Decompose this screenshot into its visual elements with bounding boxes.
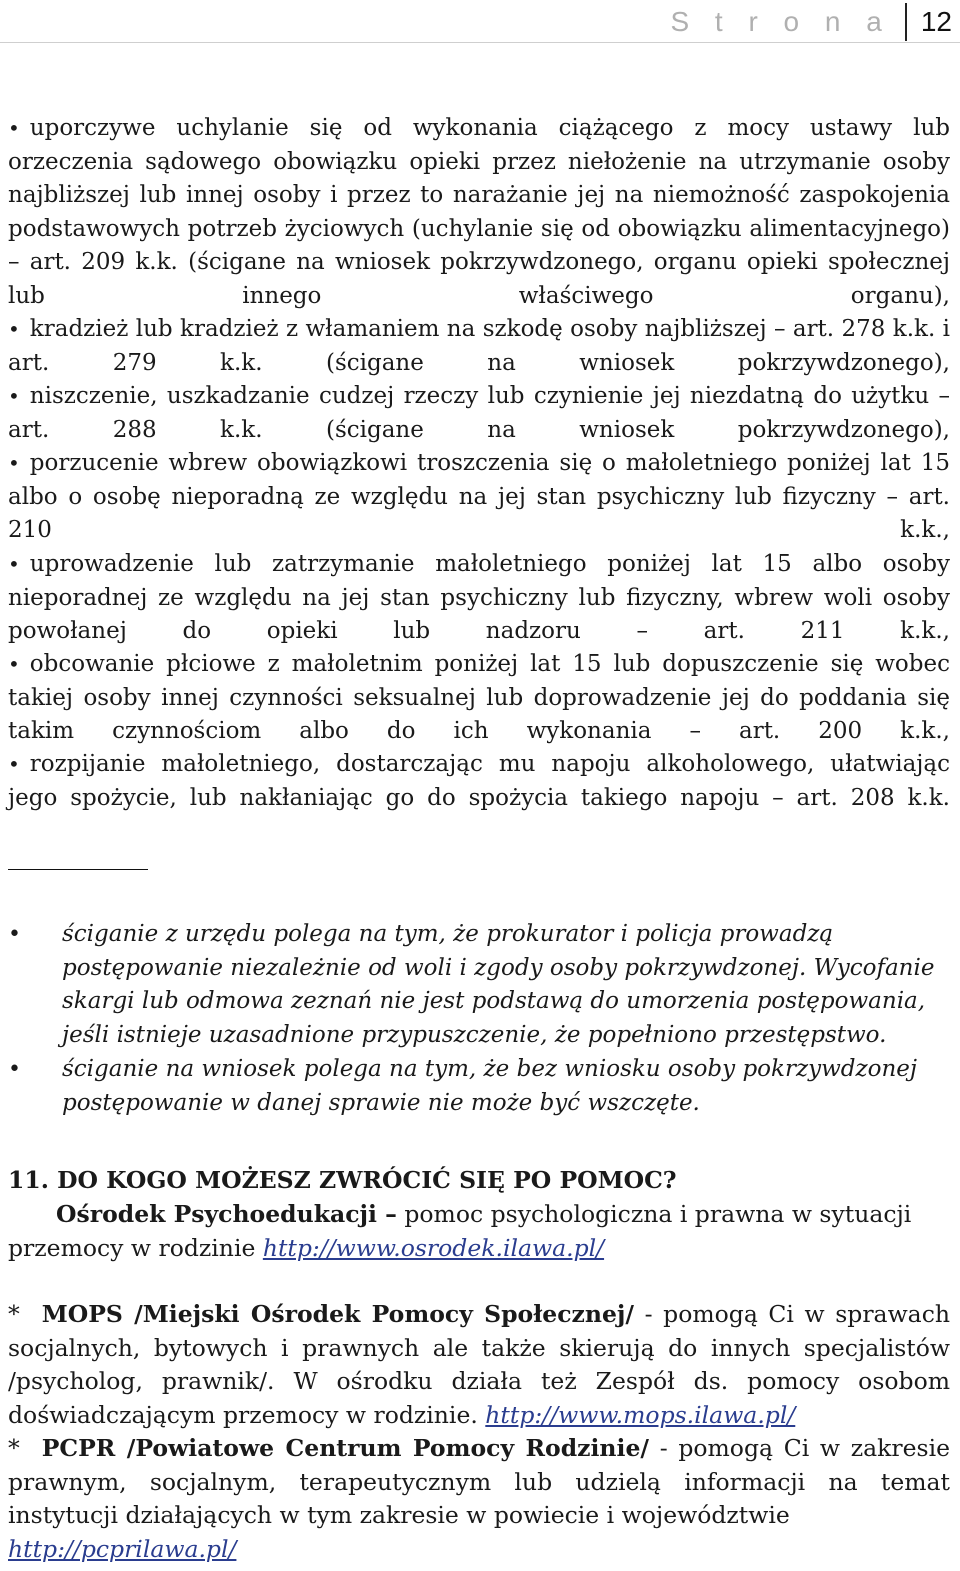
star-marker: * [8,1300,20,1328]
bullet-icon: • [8,552,20,576]
list-item-text: rozpijanie małoletniego, dostarczając mu napoju alkoholowego, ułatwiając jego spożycie, lub nakłaniając go do spożycia takiego napoju – art. 208 k.k. [8,751,950,811]
footnote-divider [8,869,148,870]
mops-name: MOPS /Miejski Ośrodek Pomocy Społecznej/ [41,1300,635,1328]
note-item [8,918,950,1052]
bullet-icon: • [8,652,20,676]
bullet-icon: • [8,1057,21,1082]
page-label: S t r o n a [670,6,891,37]
osrodek-paragraph [8,1198,950,1265]
note-text: ściganie na wniosek polega na tym, że bez wniosku osoby pokrzywdzonej postępowanie w danej sprawie nie może być wszczęte. [62,1056,917,1116]
mops-paragraph [8,1298,950,1432]
bullet-icon: • [8,752,20,776]
list-item [8,748,950,815]
pcpr-paragraph [8,1432,950,1566]
list-item [8,380,950,447]
mops-text: - pomogą Ci w sprawach socjalnych, bytowych i prawnych ale także skierują do innych specjalistów /psycholog, prawnik/. W ośrodku działa też Zespół ds. pomocy osobom doświadczającym przemocy w rodzinie. [8,1300,950,1429]
list-item [8,648,950,749]
list-item-text: uprowadzenie lub zatrzymanie małoletniego poniżej lat 15 albo osoby nieporadnej ze względu na jej stan psychiczny lub fizyczny, wbrew woli osoby powołanej do opieki lub nadzoru – art. 211 k.k., [8,551,950,644]
pcpr-text: - pomogą Ci w zakresie prawnym, socjalnym, terapeutycznym lub udzielą informacji na temat instytucji działających w tym zakresie w powiecie i województwie [8,1434,950,1529]
bullet-icon: • [8,384,20,408]
note-text: ściganie z urzędu polega na tym, że prokurator i policja prowadzą postępowanie niezależnie od woli i zgody osoby pokrzywdzonej. Wycofanie skargi lub odmowa zeznań nie jest podstawą do umorzenia postępowania, jeśli istnieje uzasadnione przypuszczenie, że popełniono przestępstwo. [62,921,935,1048]
note-item [8,1053,950,1120]
star-marker: * [8,1434,20,1462]
list-item-text: niszczenie, uszkadzanie cudzej rzeczy lub czynienie jej niezdatną do użytku – art. 288 k.k. (ścigane na wniosek pokrzywdzonego), [8,383,950,443]
page-number: 12 [920,6,952,37]
osrodek-name: Ośrodek Psychoedukacji – [56,1200,397,1228]
list-item [8,447,950,548]
section-heading: 11. DO KOGO MOŻESZ ZWRÓCIĆ SIĘ PO POMOC? [8,1166,677,1194]
osrodek-text: pomoc psychologiczna i prawna w sytuacji przemocy w rodzinie [8,1200,912,1262]
page-header [670,4,952,40]
list-item [8,548,950,649]
list-item [8,112,950,313]
pcpr-link[interactable]: http://pcprilawa.pl/ [8,1534,237,1563]
pcpr-name: PCPR /Powiatowe Centrum Pomocy Rodzinie/ [41,1434,649,1462]
bullet-icon: • [8,317,20,341]
bullet-icon: • [8,922,21,947]
bullet-icon: • [8,451,20,475]
mops-link[interactable]: http://www.mops.ilawa.pl/ [485,1400,796,1429]
osrodek-link[interactable]: http://www.osrodek.ilawa.pl/ [262,1233,605,1262]
list-item-text: porzucenie wbrew obowiązkowi troszczenia się o małoletniego poniżej lat 15 albo o osobę nieporadną ze względu na jej stan psychiczny lub fizyczny – art. 210 k.k., [8,450,950,543]
list-item [8,313,950,380]
list-item-text: uporczywe uchylanie się od wykonania ciążącego z mocy ustawy lub orzeczenia sądowego obowiązku opieki przez niełożenie na utrzymanie osoby najbliższej lub innej osoby i przez to narażanie jej na niemożność zaspokojenia podstawowych potrzeb życiowych (uchylanie się od obowiązku alimentacyjnego) – art. 209 k.k. (ścigane na wniosek pokrzywdzonego, organu opieki społecznej lub innego właściwego organu), [8,115,950,309]
list-item-text: obcowanie płciowe z małoletnim poniżej lat 15 lub dopuszczenie się wobec takiej osoby innej czynności seksualnej lub doprowadzenie jej do poddania się takim czynnościom albo do ich wykonania – art. 200 k.k., [8,651,950,744]
bullet-icon: • [8,116,20,140]
list-item-text: kradzież lub kradzież z włamaniem na szkodę osoby najbliższej – art. 278 k.k. i art. 279 k.k. (ścigane na wniosek pokrzywdzonego), [8,316,950,376]
header-rule [0,42,960,43]
